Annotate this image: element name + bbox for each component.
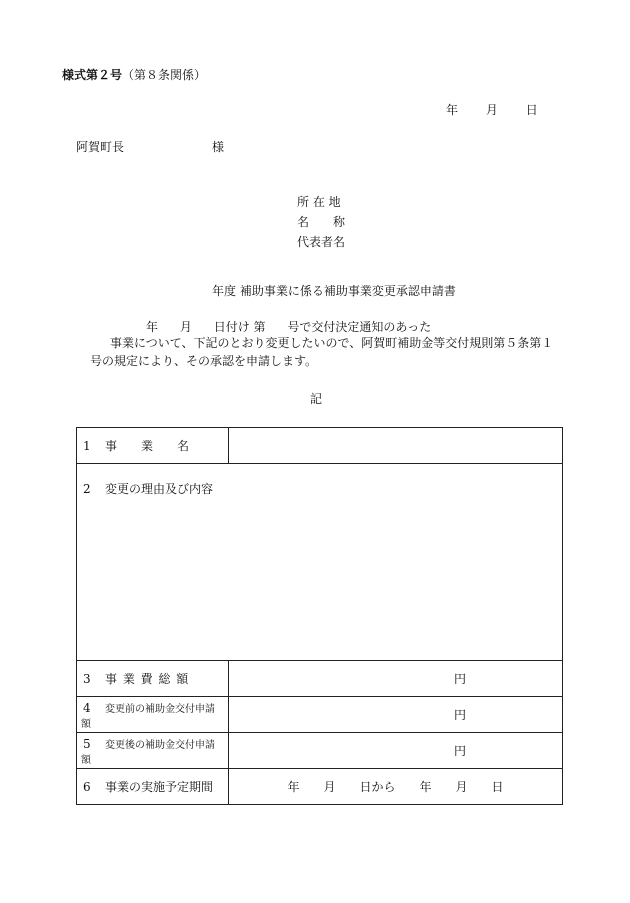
row-label [77, 733, 229, 769]
applicant-rep-label: 代表者名 [297, 235, 346, 249]
row-number: 2 [83, 482, 91, 496]
body-day-number: 日付け 第 [213, 320, 266, 334]
table-row [77, 661, 563, 697]
implementation-period-label: 事業の実施予定期間 [105, 780, 214, 794]
period-start-year: 年 [287, 780, 300, 794]
addressee-name: 阿賀町長 [76, 140, 125, 154]
date-day: 日 [525, 103, 538, 117]
period-start-day: 日から [359, 780, 396, 794]
yen-unit: 円 [453, 672, 466, 686]
table-row [77, 769, 563, 805]
period-start-month: 月 [323, 780, 336, 794]
table-row [77, 428, 563, 464]
row-number: 6 [83, 780, 91, 794]
table-row [77, 464, 563, 661]
form-number [62, 66, 206, 83]
total-cost-field[interactable] [229, 661, 563, 697]
before-change-amount-field[interactable] [229, 697, 563, 733]
row-number: 1 [83, 439, 91, 453]
document-title: 年度 補助事業に係る補助事業変更承認申請書 [212, 284, 456, 298]
form-title: 様式第２号 [62, 68, 123, 82]
row-number: 3 [83, 672, 91, 686]
period-end-day: 日 [491, 780, 504, 794]
row-label [77, 428, 229, 464]
table-row [77, 697, 563, 733]
after-change-amount-label: 変更後の補助金交付申請額 [81, 739, 215, 766]
application-table [76, 427, 563, 805]
body-line-2: 事業について、下記のとおり変更したいので、阿賀町補助金等交付規則第５条第１ [110, 336, 554, 350]
body-line-3: 号の規定により、その承認を申請します。 [90, 354, 318, 368]
applicant-address-label: 所 在 地 [297, 195, 341, 209]
table-row [77, 733, 563, 769]
row-label [77, 697, 229, 733]
yen-unit: 円 [453, 708, 466, 722]
body-notice: 号で交付決定通知のあった [287, 320, 432, 334]
row-label [77, 661, 229, 697]
period-end-year: 年 [419, 780, 432, 794]
implementation-period-field[interactable] [229, 769, 563, 805]
date-year: 年 [446, 103, 459, 117]
date-month: 月 [485, 103, 498, 117]
change-reason-field[interactable] [77, 464, 563, 661]
addressee-honorific: 様 [212, 140, 225, 154]
row-number: 4 [83, 700, 91, 715]
body-month: 月 [179, 320, 192, 334]
total-cost-label: 事 業 費 総 額 [105, 672, 190, 686]
body-line-1 [146, 318, 449, 335]
project-name-field[interactable] [229, 428, 563, 464]
yen-unit: 円 [453, 744, 466, 758]
period-end-month: 月 [455, 780, 468, 794]
applicant-block [297, 192, 345, 252]
before-change-amount-label: 変更前の補助金交付申請額 [81, 703, 215, 730]
body-year: 年 [146, 320, 159, 334]
applicant-name-label: 名 称 [297, 215, 346, 229]
project-name-label: 事 業 名 [105, 439, 190, 453]
row-number: 5 [83, 736, 91, 751]
addressee [76, 138, 225, 155]
ki-heading: 記 [310, 392, 323, 406]
after-change-amount-field[interactable] [229, 733, 563, 769]
application-date [446, 101, 562, 118]
form-reference: （第８条関係） [122, 68, 207, 82]
change-reason-label: 変更の理由及び内容 [105, 482, 214, 496]
row-label [77, 769, 229, 805]
